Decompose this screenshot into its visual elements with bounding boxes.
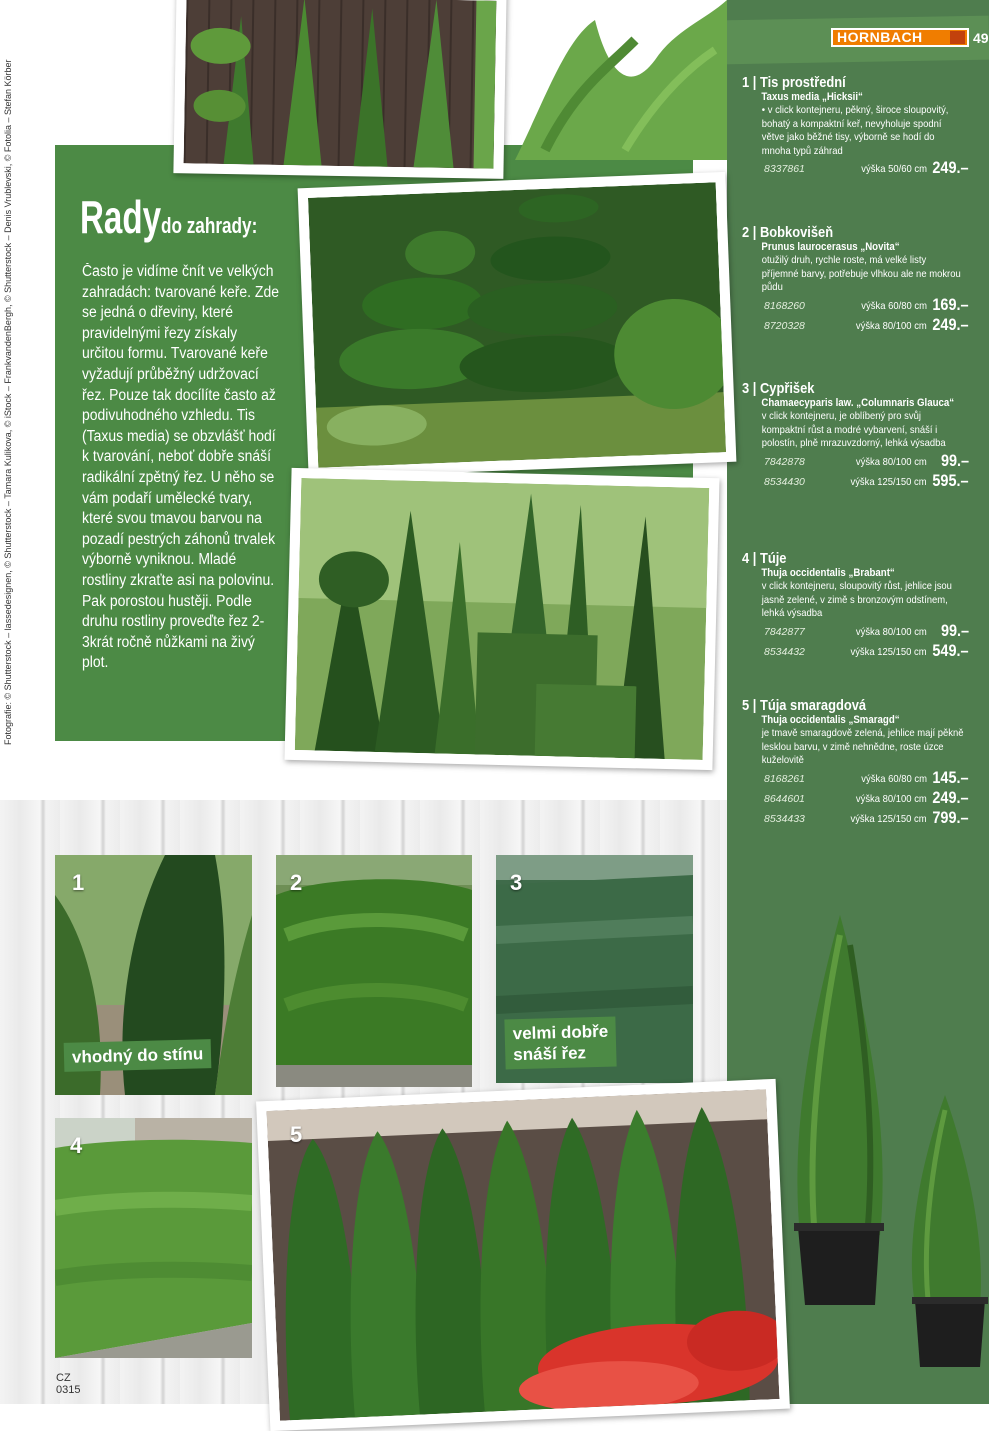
product-heading: 2 | Bobkovišeň [742,224,834,241]
photo-number-1: 1 [72,870,85,895]
product-latin-name: Chamaecyparis law. „Columnaris Glauca“ [761,397,955,409]
product-price: 595.– [932,470,969,490]
product-height: výška 80/100 cm [856,455,927,468]
product-latin-name: Thuja occidentalis „Brabant“ [761,567,895,579]
footer-code [56,1372,80,1396]
product-code: 8534432 [764,645,805,658]
tip-text: Často je vidíme čnít ve velkých zahradách: tvarované keře. Zde se jedná o dřeviny, které pravidelnými řezy získaly určitou formu. Tvarované keře vyžadují průběžný udržovací řez. Pouze tak docílíte často až podivuhodného vzhledu. Tis (Taxus media) se obzvlášť hodí k tvarování, neboť dobře snáší radikální zpětný řez. U něho se vám podaří umělecké tvary, které svou tmavou barvou na pozadí pestrých záhonů trvalek výborně vyniknou. Mladé rostliny zkraťte asi na polovinu. Pak porostou hustěji. Podle druhu rostliny proveďte řez 2-3krát ročně nůžkami na živý plot. [82,263,279,672]
photo-product-5 [256,1079,790,1431]
photo-credits: Fotografie: © Shutterstock – lassedesignen, © Shutterstock – Tamara Kulikova, © iStock – FrankvandenBergh, © Shutterstock – Denis Vrublevski, © Fotolia – Stefan Körber [3,59,13,745]
photo-number-2: 2 [290,870,303,895]
product-row [742,621,977,641]
product-row [742,295,977,315]
product-description: otužilý druh, rychle roste, má velké listy příjemné barvy, potřebuje vlhkou ale ne mokrou půdu [761,254,961,293]
conifer-foliage-image [505,0,727,160]
product-height: výška 125/150 cm [850,645,927,658]
tag-shade: vhodný do stínu [64,1039,212,1072]
product-latin-name: Thuja occidentalis „Smaragd“ [761,714,900,726]
product-price: 249.– [932,787,969,807]
product-row [742,158,977,178]
tag-cut-line1: velmi dobře [512,1021,609,1044]
product-height: výška 80/100 cm [856,319,927,332]
product-description: • v click kontejneru, pěkný, široce sloupovitý, bohatý a kompaktní keř, nevyholuje spodní větve jako běžné tisy, výborně se hodí do mnoha typů záhrad [761,104,949,157]
footer-country: CZ [56,1372,71,1384]
photo-spiral-topiary [173,0,506,179]
product-code: 8644601 [764,792,805,805]
product-heading: 4 | Túje [742,550,787,567]
photo-product-4 [55,1118,252,1358]
product-code: 8534433 [764,812,805,825]
photo-product-2 [276,855,472,1087]
product-row [742,315,977,335]
product-code: 7842878 [764,455,805,468]
logo-mark-icon [950,31,965,44]
product-row [742,471,977,491]
product-height: výška 125/150 cm [850,812,927,825]
product-code: 8534430 [764,475,805,488]
tag-cut-line2: snáší řez [513,1043,587,1065]
product-latin-name: Taxus media „Hicksii“ [761,91,863,103]
product-height: výška 80/100 cm [856,625,927,638]
product-row [742,788,977,808]
photo-cone-topiary [284,468,719,770]
layered-topiary-image [308,182,726,467]
product-price: 169.– [932,294,969,314]
thuja-brabant-image [55,1118,252,1358]
product-height: výška 60/80 cm [861,772,927,785]
photo-number-4: 4 [70,1133,83,1158]
product-code: 8720328 [764,319,805,332]
product-description: v click kontejneru, sloupovitý růst, jehlice jsou jasně zelené, v zimě s bronzovým odstínem, lehká výsadba [761,580,952,619]
page-number: 49 [973,30,989,46]
cone-topiary-image [295,478,710,760]
product-price: 799.– [932,807,969,827]
product-row [742,641,977,661]
hornbach-logo: HORNBACH [831,28,969,47]
product-height: výška 50/60 cm [861,163,927,175]
product-5 [742,697,977,828]
product-height: výška 125/150 cm [850,475,927,488]
photo-number-5: 5 [290,1122,303,1147]
product-price: 145.– [932,767,969,787]
product-3 [742,380,977,491]
product-2 [742,224,977,335]
footer-issue: 0315 [56,1384,81,1396]
product-heading: 5 | Túja smaragdová [742,697,867,714]
product-row [742,768,977,788]
tip-title-small: do zahrady: [160,213,258,238]
photo-number-3: 3 [510,870,523,895]
product-4 [742,550,977,661]
spiral-topiary-image [184,0,497,169]
product-height: výška 60/80 cm [861,299,927,312]
product-code: 7842877 [764,625,805,638]
product-code: 8168260 [764,299,805,312]
product-description: v click kontejneru, je oblíbený pro svůj kompaktní růst a modré vybarvení, snáší i polostín, plně mrazuvzdorný, lehká výsadba [761,410,946,449]
product-price: 99.– [940,620,969,640]
prunus-novita-image [276,855,472,1087]
product-price: 249.– [932,314,969,334]
product-heading: 1 | Tis prostřední [742,74,846,91]
product-height: výška 80/100 cm [856,792,927,805]
product-code: 8168261 [764,772,805,785]
tip-title-big: Rady [80,191,161,243]
product-1 [742,74,977,178]
product-price: 249.– [932,158,969,177]
tip-title [80,190,284,244]
photo-layered-topiary [298,172,737,478]
potted-thuja-illustration [780,905,989,1385]
product-latin-name: Prunus laurocerasus „Novita“ [761,241,900,253]
tag-cut [504,1017,617,1070]
product-row [742,808,977,828]
product-description: je tmavě smaragdově zelená, jehlice mají pěkně lesklou barvu, v zimě nehnědne, roste úzce kuželovitě [761,727,964,766]
product-heading: 3 | Cypřišek [742,380,815,397]
product-row [742,451,977,471]
product-price: 99.– [940,450,969,470]
product-price: 549.– [932,640,969,660]
thuja-smaragd-image [266,1089,779,1421]
product-code: 8337861 [764,163,805,175]
